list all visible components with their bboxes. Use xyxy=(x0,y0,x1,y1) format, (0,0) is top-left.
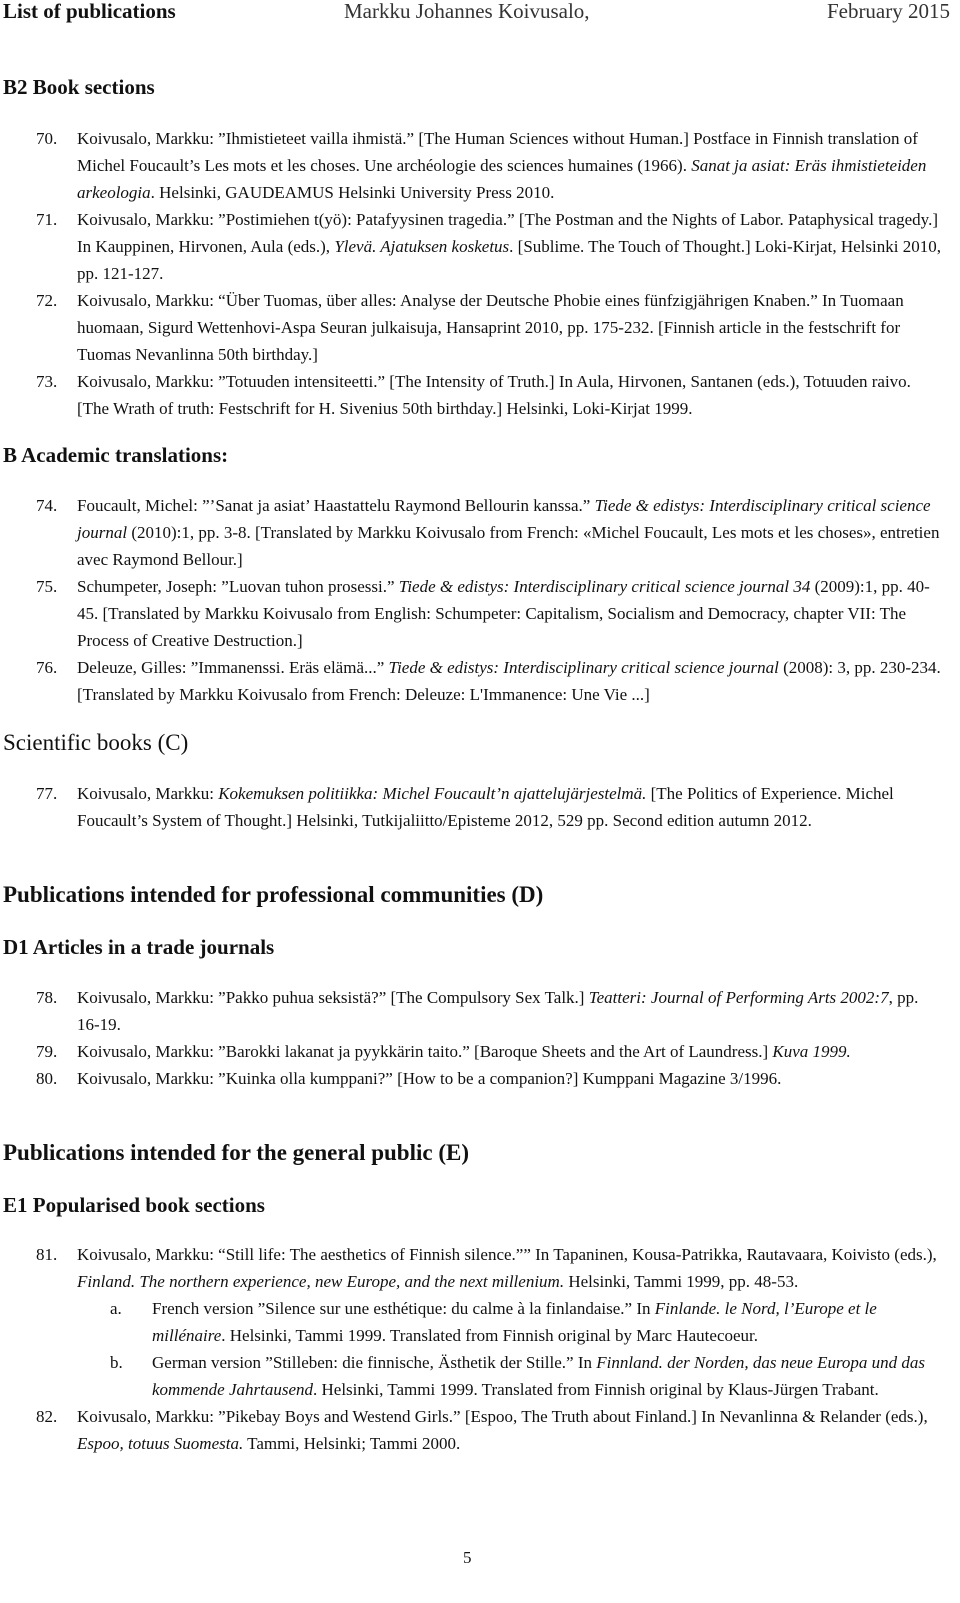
list-item xyxy=(0,125,945,206)
section-d-heading: Publications intended for professional communities (D) xyxy=(3,882,544,907)
item-text: Koivusalo, Markku: ”Totuuden intensiteetti.” [The Intensity of Truth.] In Aula, Hirvonen, Santanen (eds.), Totuuden raivo. [The Wrath of truth: Festschrift for H. Sivenius 50th birthday.] Helsinki, Loki-Kirjat 1999. xyxy=(77,372,911,418)
item-number: 72. xyxy=(36,291,58,310)
section-e1-heading: E1 Popularised book sections xyxy=(3,1193,265,1217)
list-subitem xyxy=(0,1295,945,1349)
item-number: 82. xyxy=(36,1407,58,1426)
item-text: Koivusalo, Markku: “Still life: The aesthetics of Finnish silence.”” In Tapaninen, Kousa-Patrikka, Rautavaara, Koivisto (eds.), Finland. The northern experience, new Europe, and the next millenium. Helsinki, Tammi 1999, pp. 48-53. xyxy=(77,1245,937,1291)
section-c-heading: Scientific books (C) xyxy=(3,730,189,755)
item-text: Koivusalo, Markku: Kokemuksen politiikka: Michel Foucault’n ajattelujärjestelmä. [The Politics of Experience. Michel Foucault’s System of Thought.] Helsinki, Tutkijaliitto/Episteme 2012, 529 pp. Second edition autumn 2012. xyxy=(77,784,894,830)
item-number: 80. xyxy=(36,1069,58,1088)
list-item xyxy=(0,654,945,708)
section-b2-heading: B2 Book sections xyxy=(3,75,155,99)
item-text: Deleuze, Gilles: ”Immanenssi. Eräs elämä...” Tiede & edistys: Interdisciplinary critical science journal (2008): 3, pp. 230-234. [Translated by Markku Koivusalo from French: Deleuze: L'Immanence: Une Vie ...] xyxy=(77,658,941,704)
list-item xyxy=(0,1038,945,1065)
list-books xyxy=(0,780,945,834)
item-number: 79. xyxy=(36,1042,58,1061)
subitem-text: French version ”Silence sur une esthétique: du calme à la finlandaise.” In Finlande. le Nord, l’Europe et le millénaire. Helsinki, Tammi 1999. Translated from Finnish original by Marc Hautecoeur. xyxy=(152,1299,877,1345)
list-item xyxy=(0,780,945,834)
item-text: Koivusalo, Markku: ”Pikebay Boys and Westend Girls.” [Espoo, The Truth about Finland.] In Nevanlinna & Relander (eds.), Espoo, totuus Suomesta. Tammi, Helsinki; Tammi 2000. xyxy=(77,1407,928,1453)
item-text: Schumpeter, Joseph: ”Luovan tuhon prosessi.” Tiede & edistys: Interdisciplinary critical science journal 34 (2009):1, pp. 40-45. [Translated by Markku Koivusalo from English: Schumpeter: Capitalism, Socialism and Democracy, chapter VII: The Process of Creative Destruction.] xyxy=(77,577,930,650)
list-item xyxy=(0,492,945,573)
header-date: February 2015 xyxy=(826,0,950,23)
item-number: 74. xyxy=(36,496,58,515)
header-title: List of publications xyxy=(3,0,176,23)
header-author: Markku Johannes Koivusalo, xyxy=(344,0,590,23)
item-number: 76. xyxy=(36,658,58,677)
list-item xyxy=(0,1241,945,1295)
subitem-text: German version ”Stilleben: die finnische, Ästhetik der Stille.” In Finnland. der Norden, das neue Europa und das kommende Jahrtausend. Helsinki, Tammi 1999. Translated from Finnish original by Klaus-Jürgen Trabant. xyxy=(152,1353,926,1399)
item-text: Koivusalo, Markku: ”Ihmistieteet vailla ihmistä.” [The Human Sciences without Human.] Postface in Finnish translation of Michel Foucault’s Les mots et les choses. Une archéologie des sciences humaines (1966). Sanat ja asiat: Eräs ihmistieteiden arkeologia. Helsinki, GAUDEAMUS Helsinki University Press 2010. xyxy=(77,129,927,202)
section-e-heading: Publications intended for the general public (E) xyxy=(3,1140,469,1165)
list-popular xyxy=(0,1241,945,1457)
item-text: Koivusalo, Markku: ”Postimiehen t(yö): Patafyysinen tragedia.” [The Postman and the Nights of Labor. Pataphysical tragedy.] In Kauppinen, Hirvonen, Aula (eds.), Ylevä. Ajatuksen kosketus. [Sublime. The Touch of Thought.] Loki-Kirjat, Helsinki 2010, pp. 121-127. xyxy=(77,210,941,283)
item-text: Foucault, Michel: ”’Sanat ja asiat’ Haastattelu Raymond Bellourin kanssa.” Tiede & edistys: Interdisciplinary critical science journal (2010):1, pp. 3-8. [Translated by Markku Koivusalo from French: «Michel Foucault, Les mots et les choses», entretien avec Raymond Bellour.] xyxy=(77,496,940,569)
item-text: Koivusalo, Markku: ”Barokki lakanat ja pyykkärin taito.” [Baroque Sheets and the Art of Laundress.] Kuva 1999. xyxy=(77,1042,851,1061)
item-text: Koivusalo, Markku: ”Pakko puhua seksistä?” [The Compulsory Sex Talk.] Teatteri: Journal of Performing Arts 2002:7, pp. 16-19. xyxy=(77,988,919,1034)
list-item xyxy=(0,984,945,1038)
item-number: 73. xyxy=(36,372,58,391)
list-item xyxy=(0,1065,945,1092)
list-item xyxy=(0,1403,945,1457)
list-trade-journals xyxy=(0,984,945,1092)
item-number: 81. xyxy=(36,1245,58,1264)
item-number: 77. xyxy=(36,784,58,803)
item-text: Koivusalo, Markku: ”Kuinka olla kumppani?” [How to be a companion?] Kumppani Magazine 3/1996. xyxy=(77,1069,782,1088)
item-text: Koivusalo, Markku: “Über Tuomas, über alles: Analyse der Deutsche Phobie eines fünfzigjährigen Knaben.” In Tuomaan huomaan, Sigurd Wettenhovi-Aspa Seuran julkaisuja, Hansaprint 2010, pp. 175-232. [Finnish article in the festschrift for Tuomas Nevanlinna 50th birthday.] xyxy=(77,291,904,364)
section-d1-heading: D1 Articles in a trade journals xyxy=(3,935,275,959)
list-item xyxy=(0,368,945,422)
list-subitem xyxy=(0,1349,945,1403)
page-header xyxy=(0,0,950,22)
item-number: 71. xyxy=(36,210,58,229)
page-number: 5 xyxy=(463,1548,472,1567)
list-item xyxy=(0,287,945,368)
item-number: 78. xyxy=(36,988,58,1007)
list-item xyxy=(0,206,945,287)
list-b2 xyxy=(0,125,945,422)
subitem-letter: a. xyxy=(110,1299,122,1318)
item-number: 70. xyxy=(36,129,58,148)
item-number: 75. xyxy=(36,577,58,596)
section-translations-heading: B Academic translations: xyxy=(3,443,229,467)
list-translations xyxy=(0,492,945,708)
subitem-letter: b. xyxy=(110,1353,123,1372)
list-item xyxy=(0,573,945,654)
